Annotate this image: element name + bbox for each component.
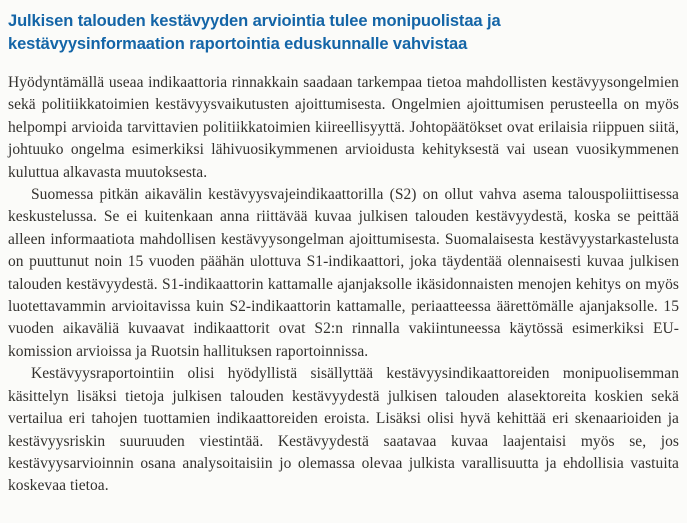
paragraph-2: Suomessa pitkän aikavälin kestävyysvajeindikaattorilla (S2) on ollut vahva asema talouspoliittisessa keskustelussa. Se ei kuitenkaan anna riittävää kuvaa julkisen talouden kestävyydestä, koska se peittää alleen informaatiota mahdollisen kestävyysongelman ajoittumisesta. Suomalaisesta kestävyystarkastelusta on puuttunut noin 15 vuoden päähän ulottuva S1-indikaattori, joka täydentää olennaisesti kuvaa julkisen talouden kestävyydestä. S1-indikaattorin kattamalle ajanjaksolle ikäsidonnaisten menojen kehitys on myös luotettavammin arvioitavissa kuin S2-indikaattorin kattamalle, periaatteessa äärettömälle ajanjaksolle. 15 vuoden aikaväliä kuvaavat indikaattorit ovat S2:n rinnalla vakiintuneessa käytössä esimerkiksi EU-komission arvioissa ja Ruotsin hallituksen raportoinnissa. bbox=[8, 186, 679, 360]
article-body bbox=[8, 72, 679, 498]
paragraph-1: Hyödyntämällä useaa indikaattoria rinnakkain saadaan tarkempaa tietoa mahdollisten kestävyysongelmien sekä politiikkatoimien kestävyysvaikutusten ajoittumisesta. Ongelmien ajoittumisen perusteella on myös helpompi arvioida tarvittavien politiikkatoimien kiireellisyyttä. Johtopäätökset ovat erilaisia riippuen siitä, johtuuko ongelma esimerkiksi lähivuosikymmenen arvioidusta kehityksestä vai usean vuosikymmenen kuluttua alkavasta muutoksesta. bbox=[8, 74, 679, 181]
paragraph-3: Kestävyysraportointiin olisi hyödyllistä sisällyttää kestävyysindikaattoreiden monipuolisemman käsittelyn lisäksi tietoja julkisen talouden kestävyydestä julkisen talouden alasektoreita koskien sekä vertailua eri tahojen tuottamien indikaattoreiden eroista. Lisäksi olisi hyvä kehittää eri skenaarioiden ja kestävyysriskin suuruuden viestintää. Kestävyydestä saatavaa kuvaa laajentaisi myös se, jos kestävyysarvioinnin osana analysoitaisiin jo olemassa olevaa julkista varallisuutta ja ehdollisia vastuita koskevaa tietoa. bbox=[8, 365, 679, 495]
article-title: Julkisen talouden kestävyyden arviointia tulee monipuolistaa ja kestävyysinformaation raportointia eduskunnalle vahvistaa bbox=[8, 12, 501, 53]
